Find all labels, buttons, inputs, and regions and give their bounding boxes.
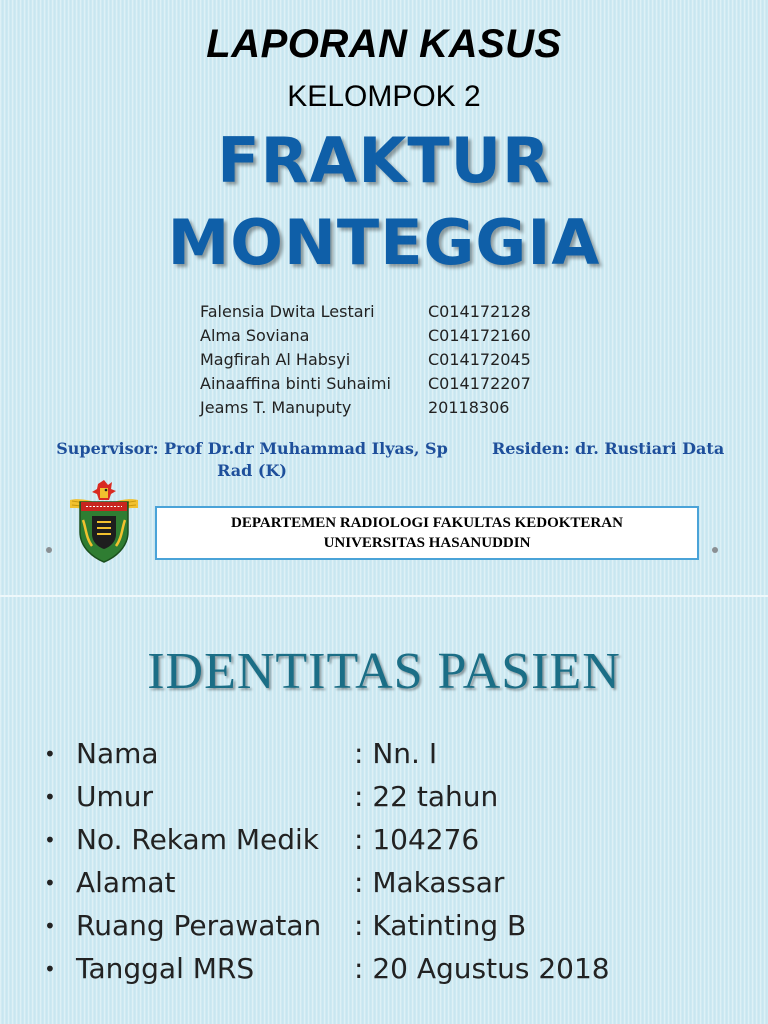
list-item [44, 775, 744, 818]
department-line2: UNIVERSITAS HASANUDDIN [323, 535, 531, 551]
bullet: • [44, 784, 56, 809]
field-label: Tanggal MRS [76, 952, 255, 985]
member-list [200, 302, 560, 422]
bullet: • [44, 956, 56, 981]
member-row [200, 374, 560, 398]
field-value: : 104276 [354, 823, 480, 856]
list-item [44, 904, 744, 947]
field-label: Alamat [76, 866, 176, 899]
member-name: Falensia Dwita Lestari [200, 302, 375, 321]
bullet: • [44, 827, 56, 852]
field-value: : Nn. I [354, 737, 438, 770]
field-label: Nama [76, 737, 159, 770]
main-title-line1: FRAKTUR [217, 124, 551, 197]
department-box [155, 506, 699, 560]
supervisor-line2: Rad (K) [217, 461, 287, 480]
member-name: Ainaaffina binti Suhaimi [200, 374, 391, 393]
supervisor-info [52, 438, 452, 482]
bullet: • [44, 913, 56, 938]
main-title-line2: MONTEGGIA [167, 206, 601, 279]
field-value: : Katinting B [354, 909, 527, 942]
resident-info: Residen: dr. Rustiari Data [492, 439, 725, 458]
supervisor-line1: Supervisor: Prof Dr.dr Muhammad Ilyas, Sp [56, 439, 448, 458]
field-label: Umur [76, 780, 154, 813]
member-row [200, 326, 560, 350]
member-row [200, 398, 560, 422]
member-row [200, 302, 560, 326]
section-title: IDENTITAS PASIEN [147, 643, 621, 700]
member-id: C014172045 [428, 350, 531, 369]
patient-field-list [44, 732, 744, 990]
member-id: C014172207 [428, 374, 531, 393]
bullet: • [44, 870, 56, 895]
university-crest-icon [64, 480, 144, 564]
report-title: LAPORAN KASUS [206, 22, 562, 66]
member-name: Magfirah Al Habsyi [200, 350, 351, 369]
field-value: : Makassar [354, 866, 505, 899]
field-label: No. Rekam Medik [76, 823, 320, 856]
bullet: • [44, 741, 56, 766]
member-id: C014172160 [428, 326, 531, 345]
list-item [44, 947, 744, 990]
department-line1: DEPARTEMEN RADIOLOGI FAKULTAS KEDOKTERAN [231, 515, 623, 531]
member-row [200, 350, 560, 374]
field-label: Ruang Perawatan [76, 909, 322, 942]
bullet-dot-left [46, 547, 52, 553]
group-title: KELOMPOK 2 [287, 80, 481, 113]
field-value: : 22 tahun [354, 780, 499, 813]
list-item [44, 861, 744, 904]
list-item [44, 818, 744, 861]
list-item [44, 732, 744, 775]
field-value: : 20 Agustus 2018 [354, 952, 610, 985]
member-name: Alma Soviana [200, 326, 310, 345]
member-name: Jeams T. Manuputy [200, 398, 352, 417]
member-id: 20118306 [428, 398, 510, 417]
bullet-dot-right [712, 547, 718, 553]
patient-identity-slide [0, 596, 768, 1024]
member-id: C014172128 [428, 302, 531, 321]
